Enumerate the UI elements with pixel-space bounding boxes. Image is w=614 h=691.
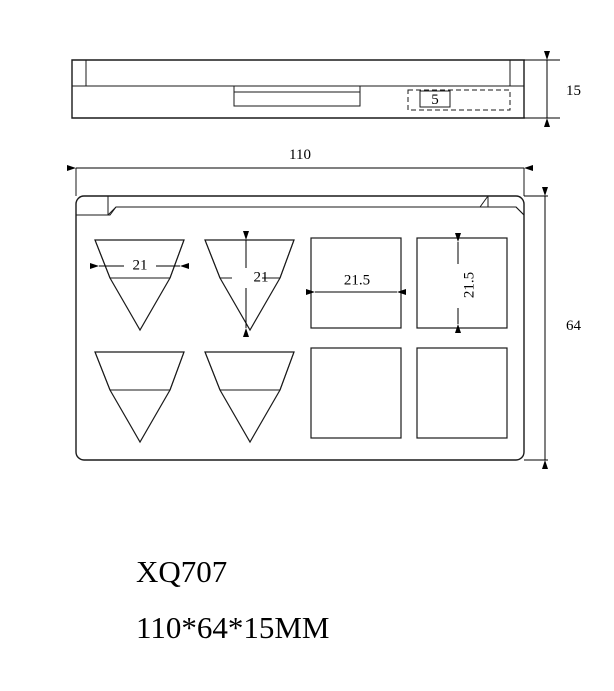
side-view-center-pocket [234,92,360,106]
drawing-subtitle: 110*64*15MM [136,610,330,645]
cavity-square-4 [417,348,507,438]
cavity-diamond-1 [95,240,184,330]
top-view-rim-right-corner [516,207,524,215]
cavity-diamond-2-label: 21 [253,269,269,286]
top-view-width-dimension [76,142,524,196]
title-block [136,554,329,645]
cavity-square-3 [311,348,401,438]
cavity-diamond-3-shape [95,352,184,442]
cavity-diamond-1-label: 21 [132,257,148,274]
side-view-pocket-dim-label: 5 [431,92,439,108]
cavity-square-1 [311,238,401,328]
cavity-diamond-4-shape [205,352,294,442]
top-view-rim-step [76,196,524,215]
top-view-width-label: 110 [289,147,311,163]
top-view-height-label: 64 [566,318,581,334]
top-view-height-dimension [524,196,590,460]
cavity-diamond-3 [95,352,184,442]
side-view-group [72,60,581,118]
side-view-height-label: 15 [566,83,581,99]
cavity-square-1-label: 21.5 [343,272,371,289]
cavity-diamond-2 [205,240,294,330]
cavity-square-2 [417,238,507,328]
cavity-square-4-shape [417,348,507,438]
top-view-rim-left [76,207,116,215]
cavity-diamond-4 [205,352,294,442]
drawing-title: XQ707 [136,554,228,589]
top-view-group [76,196,524,460]
cavity-square-2-label: 21.5 [461,271,478,299]
cavity-square-3-shape [311,348,401,438]
side-view-outline [72,60,524,118]
